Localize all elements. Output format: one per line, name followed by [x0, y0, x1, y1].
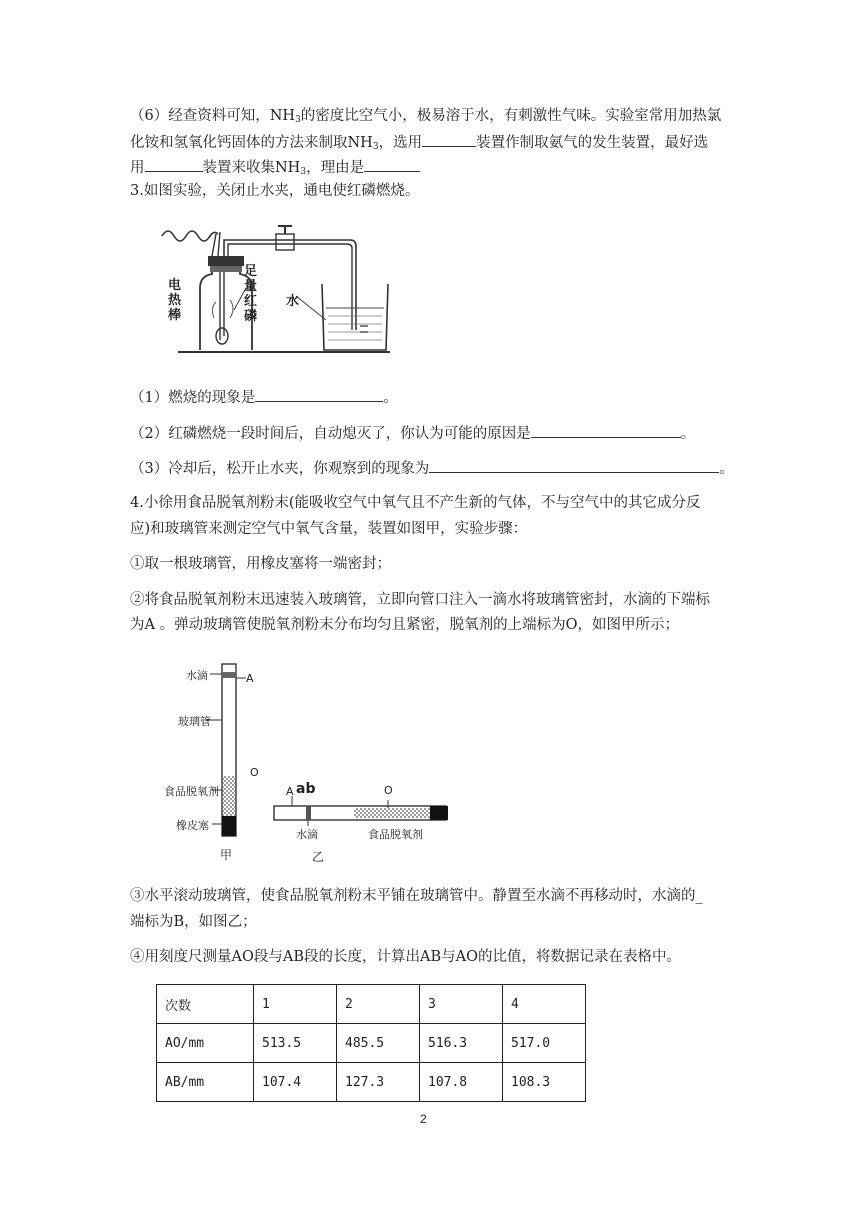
- clamp-icon: [276, 234, 294, 250]
- phosphorus-apparatus-figure: [160, 218, 400, 358]
- label-oxygen-absorber-2: 食品脱氧剂: [368, 828, 423, 841]
- q4-step4: ④用刻度尺测量AO段与AB段的长度，计算出AB与AO的比值，将数据记录在表格中。: [130, 949, 681, 965]
- label-glass-tube: 玻璃管: [178, 715, 211, 728]
- text-segment: 。: [719, 461, 734, 477]
- answer-blank[interactable]: [531, 423, 681, 438]
- label-yi-ab: ab: [296, 781, 316, 797]
- text-segment: 。: [680, 426, 696, 442]
- q2-6-line3: [130, 157, 420, 182]
- text-segment: 的密度比空气小，极易溶于水，有刺激性气味。实验室常用加热氯: [300, 108, 722, 124]
- text-segment: 装置作制取氨气的发生装置，最好选: [476, 135, 709, 151]
- table-row: [157, 1024, 586, 1063]
- table-cell: 2: [337, 985, 420, 1024]
- table-row: [157, 1063, 586, 1102]
- q4-step2a: ②将食品脱氧剂粉末迅速装入玻璃管，立即向管口注入一滴水将玻璃管密封，水滴的下端标: [130, 592, 710, 608]
- label-oxygen-absorber: 食品脱氧剂: [164, 785, 219, 798]
- label-red-phosphorus: 足量红磷: [244, 264, 258, 324]
- q4-line1: 4.小徐用食品脱氧剂粉末(能吸收空气中氧气且不产生新的气体，不与空气中的其它成分反: [130, 495, 701, 511]
- table-cell: AB/mm: [157, 1063, 254, 1102]
- table-header-row: [157, 985, 586, 1024]
- table-cell: 485.5: [337, 1024, 420, 1063]
- table-cell: 517.0: [503, 1024, 586, 1063]
- text-segment: （6）经查资料可知，NH: [130, 108, 296, 124]
- subscript: 3: [372, 142, 379, 152]
- text-segment: ，理由是: [306, 160, 365, 176]
- q4-line2: 应)和玻璃管来测定空气中氧气含量，装置如图甲，实验步骤：: [130, 521, 528, 537]
- water-drop-2: [306, 806, 311, 820]
- oxygen-absorber-2: [354, 808, 430, 818]
- text-segment: 装置来收集NH: [202, 160, 301, 176]
- label-yi: 乙: [312, 850, 325, 864]
- label-water: 水: [286, 294, 300, 309]
- text-segment: ，选用: [378, 135, 423, 151]
- text-segment: （2）红磷燃烧一段时间后，自动熄灭了，你认为可能的原因是: [130, 426, 531, 442]
- answer-blank[interactable]: [422, 132, 476, 147]
- q4-step1: ①取一根玻璃管，用橡皮塞将一端密封；: [130, 556, 391, 572]
- label-rubber-stopper: 橡皮塞: [176, 819, 209, 832]
- q4-step2b: 为A 。弹动玻璃管使脱氧剂粉末分布均匀且紧密，脱氧剂的上端标为O，如图甲所示；: [130, 617, 679, 633]
- rubber-stopper-2: [430, 806, 448, 820]
- subscript: 3: [300, 167, 307, 177]
- text-segment: 。: [383, 390, 398, 406]
- label-a: A: [246, 672, 254, 685]
- q3-sub3: [130, 458, 734, 479]
- text-segment: （3）冷却后，松开止水夹，你观察到的现象为: [130, 461, 430, 477]
- table-cell: 3: [420, 985, 503, 1024]
- table-cell: 516.3: [420, 1024, 503, 1063]
- q3-sub1: [130, 387, 398, 408]
- answer-blank[interactable]: [145, 157, 203, 172]
- stopper: [208, 256, 244, 266]
- label-heating-rod: 电热棒: [168, 278, 182, 323]
- page-number: 2: [420, 1112, 427, 1126]
- table-cell: 1: [254, 985, 337, 1024]
- table-cell: 107.4: [254, 1063, 337, 1102]
- q4-step3b: 端标为B，如图乙；: [130, 914, 257, 930]
- table-cell: AO/mm: [157, 1024, 254, 1063]
- subscript: 3: [295, 115, 301, 125]
- q2-6-line2: [130, 132, 708, 157]
- data-table: [156, 984, 586, 1102]
- table-cell: 127.3: [337, 1063, 420, 1102]
- answer-blank[interactable]: [429, 458, 719, 473]
- table-cell: 513.5: [254, 1024, 337, 1063]
- q3-title: 3.如图实验，关闭止水夹，通电使红磷燃烧。: [130, 183, 420, 199]
- label-yi-o: O: [384, 784, 393, 797]
- table-cell: 4: [503, 985, 586, 1024]
- text-segment: 化铵和氢氧化钙固体的方法来制取NH: [130, 135, 373, 151]
- q2-6-line1: [130, 106, 721, 130]
- q3-sub2: [130, 423, 695, 444]
- water-drop: [222, 672, 236, 678]
- label-water-drop-2: 水滴: [296, 828, 318, 841]
- answer-blank[interactable]: [364, 157, 420, 172]
- text-segment: （1）燃烧的现象是: [130, 390, 256, 406]
- rubber-stopper: [222, 816, 236, 836]
- text-segment: 用: [130, 160, 145, 176]
- oxygen-absorber: [223, 776, 235, 816]
- q4-step3a: ③水平滚动玻璃管，使食品脱氧剂粉末平铺在玻璃管中。静置至水滴不再移动时，水滴的_: [130, 888, 703, 904]
- table-cell: 107.8: [420, 1063, 503, 1102]
- table-cell: 108.3: [503, 1063, 586, 1102]
- label-jia: 甲: [220, 848, 233, 862]
- label-o: O: [250, 766, 259, 779]
- table-cell: 次数: [157, 985, 254, 1024]
- label-water-drop: 水滴: [186, 669, 208, 682]
- label-yi-a: A: [286, 785, 294, 798]
- wire-icon: [162, 231, 218, 241]
- answer-blank[interactable]: [255, 387, 383, 402]
